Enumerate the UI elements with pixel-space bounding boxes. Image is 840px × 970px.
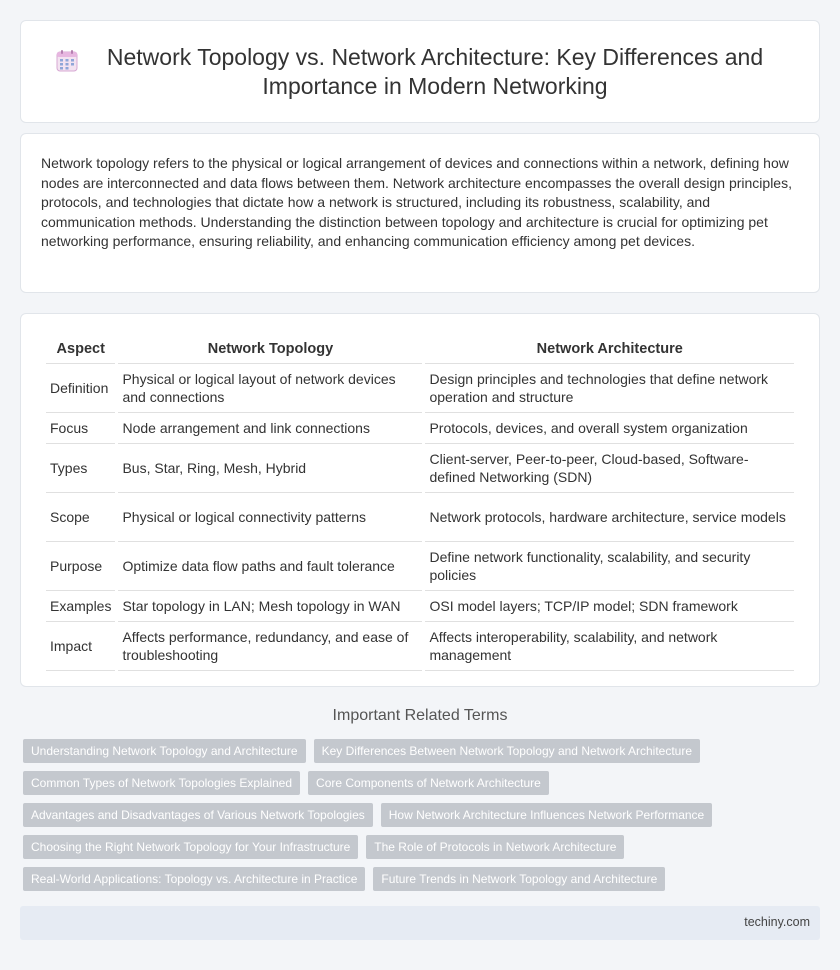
intro-card [20,133,820,293]
table-row [46,493,794,542]
row-aspect: Examples [46,591,115,622]
related-term-tag[interactable]: Key Differences Between Network Topology and Network Architecture [314,739,700,763]
row-aspect: Definition [46,364,115,413]
table-row [46,591,794,622]
row-topology: Optimize data flow paths and fault tolerance [118,542,422,591]
footer-brand[interactable]: techiny.com [744,915,810,929]
row-architecture: Design principles and technologies that define network operation and structure [425,364,794,413]
row-architecture: Client-server, Peer-to-peer, Cloud-based, Software-defined Networking (SDN) [425,444,794,493]
related-terms-list [20,739,820,891]
title-card [20,20,820,123]
related-term-tag[interactable]: Choosing the Right Network Topology for Your Infrastructure [23,835,358,859]
footer [20,906,820,940]
row-topology: Node arrangement and link connections [118,413,422,444]
related-term-tag[interactable]: How Network Architecture Influences Network Performance [381,803,712,827]
row-topology: Affects performance, redundancy, and ease of troubleshooting [118,622,422,671]
related-term-tag[interactable]: Understanding Network Topology and Architecture [23,739,306,763]
row-aspect: Impact [46,622,115,671]
related-term-tag[interactable]: Common Types of Network Topologies Explained [23,771,300,795]
related-term-tag[interactable]: Future Trends in Network Topology and Architecture [373,867,665,891]
related-term-tag[interactable]: Core Components of Network Architecture [308,771,549,795]
row-aspect: Focus [46,413,115,444]
table-row [46,444,794,493]
table-row [46,364,794,413]
table-header-row [46,334,794,364]
related-term-tag[interactable]: Advantages and Disadvantages of Various Network Topologies [23,803,373,827]
row-architecture: OSI model layers; TCP/IP model; SDN framework [425,591,794,622]
intro-paragraph: Network topology refers to the physical or logical arrangement of devices and connections within a network, defining how nodes are interconnected and data flows between them. Network architecture encompasses the overall design principles, protocols, and technologies that dictate how a network is structured, including its robustness, scalability, and communication methods. Understanding the distinction between topology and architecture is crucial for optimizing pet networking performance, ensuring reliability, and enhancing communication efficiency among pet devices. [41,155,792,249]
header-aspect: Aspect [46,334,115,364]
row-topology: Physical or logical layout of network devices and connections [118,364,422,413]
related-terms-heading: Important Related Terms [332,707,508,724]
table-row [46,622,794,671]
header-network-topology: Network Topology [118,334,422,364]
related-term-tag[interactable]: Real-World Applications: Topology vs. Architecture in Practice [23,867,365,891]
row-architecture: Affects interoperability, scalability, and network management [425,622,794,671]
table-row [46,542,794,591]
row-topology: Star topology in LAN; Mesh topology in WAN [118,591,422,622]
row-architecture: Protocols, devices, and overall system organization [425,413,794,444]
row-topology: Bus, Star, Ring, Mesh, Hybrid [118,444,422,493]
header-network-architecture: Network Architecture [425,334,794,364]
page-title: Network Topology vs. Network Architecture: Key Differences and Importance in Modern Networking [106,44,764,99]
row-architecture: Network protocols, hardware architecture, service models [425,493,794,542]
table-row [46,413,794,444]
row-aspect: Scope [46,493,115,542]
row-aspect: Types [46,444,115,493]
related-terms-section [20,707,820,899]
comparison-card [20,313,820,687]
related-term-tag[interactable]: The Role of Protocols in Network Architecture [366,835,624,859]
row-aspect: Purpose [46,542,115,591]
comparison-table [43,334,797,671]
row-architecture: Define network functionality, scalability, and security policies [425,542,794,591]
row-topology: Physical or logical connectivity patterns [118,493,422,542]
